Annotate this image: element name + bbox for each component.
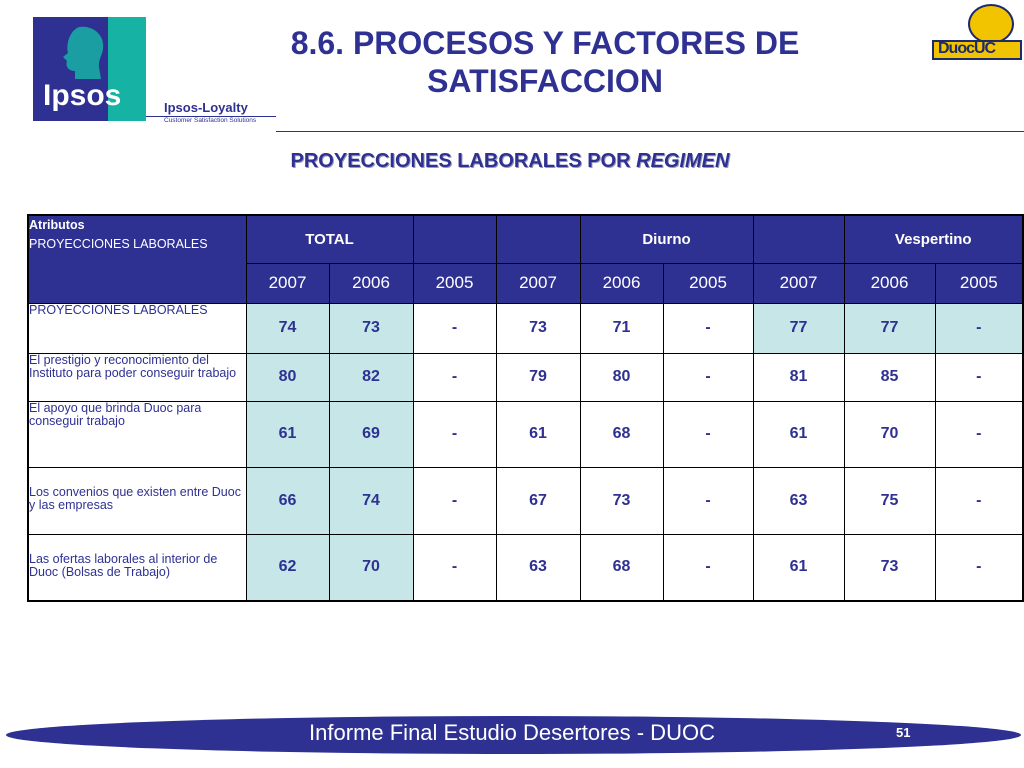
subtitle-emphasis: REGIMEN [636, 150, 730, 172]
group-header [753, 215, 844, 263]
ipsos-logo-text: Ipsos [43, 79, 122, 112]
subtitle-main: PROYECCIONES LABORALES POR [290, 150, 637, 172]
value-cell: 70 [329, 534, 413, 601]
duoc-logo [932, 4, 1022, 58]
value-cell: 80 [246, 353, 329, 401]
value-cell: - [663, 534, 753, 601]
value-cell: 68 [580, 401, 663, 467]
table-row [28, 303, 1023, 353]
value-cell: - [935, 534, 1023, 601]
value-cell: 74 [329, 467, 413, 534]
value-cell: 73 [580, 467, 663, 534]
value-cell: 73 [496, 303, 580, 353]
value-cell: 71 [580, 303, 663, 353]
value-cell: 68 [580, 534, 663, 601]
value-cell: - [663, 467, 753, 534]
projections-table [27, 214, 1024, 602]
year-header: 2007 [496, 263, 580, 303]
group-header [496, 215, 580, 263]
attributes-header [28, 215, 246, 303]
value-cell: 62 [246, 534, 329, 601]
group-header: Diurno [580, 215, 753, 263]
year-header: 2005 [413, 263, 496, 303]
value-cell: 79 [496, 353, 580, 401]
year-header: 2006 [580, 263, 663, 303]
footer-text: Informe Final Estudio Desertores - DUOC [309, 720, 715, 745]
value-cell: 61 [753, 401, 844, 467]
ipsos-loyalty-brand [146, 100, 276, 124]
value-cell: - [935, 467, 1023, 534]
value-cell: 63 [496, 534, 580, 601]
row-label: Los convenios que existen entre Duoc y las empresas [28, 467, 246, 534]
value-cell: - [413, 401, 496, 467]
table-row [28, 467, 1023, 534]
row-label: El prestigio y reconocimiento del Instituto para poder conseguir trabajo [28, 353, 246, 401]
value-cell: - [935, 303, 1023, 353]
header-divider [276, 131, 1024, 132]
profile-head-icon [41, 23, 115, 81]
value-cell: - [413, 467, 496, 534]
table-row [28, 534, 1023, 601]
value-cell: 61 [496, 401, 580, 467]
value-cell: 81 [753, 353, 844, 401]
value-cell: 77 [844, 303, 935, 353]
table-header-groups [28, 215, 1023, 263]
attributes-label: Atributos [29, 218, 85, 232]
year-header: 2005 [935, 263, 1023, 303]
value-cell: - [663, 303, 753, 353]
value-cell: 75 [844, 467, 935, 534]
duoc-crest-icon [968, 4, 1014, 44]
value-cell: - [935, 401, 1023, 467]
value-cell: - [413, 353, 496, 401]
value-cell: 66 [246, 467, 329, 534]
value-cell: - [413, 534, 496, 601]
value-cell: 80 [580, 353, 663, 401]
value-cell: 69 [329, 401, 413, 467]
group-header: TOTAL [246, 215, 413, 263]
value-cell: - [663, 353, 753, 401]
page-title [260, 24, 830, 100]
attributes-sublabel: PROYECCIONES LABORALES [29, 237, 208, 251]
row-label: El apoyo que brinda Duoc para conseguir trabajo [28, 401, 246, 467]
row-label: Las ofertas laborales al interior de Duoc (Bolsas de Trabajo) [28, 534, 246, 601]
value-cell: 82 [329, 353, 413, 401]
row-label: PROYECCIONES LABORALES [28, 303, 246, 353]
page-title-line-2: SATISFACCION [427, 63, 663, 99]
value-cell: 70 [844, 401, 935, 467]
value-cell: 73 [329, 303, 413, 353]
group-header [413, 215, 496, 263]
page-number: 51 [896, 725, 911, 740]
value-cell: 74 [246, 303, 329, 353]
section-subtitle [120, 150, 900, 173]
value-cell: 77 [753, 303, 844, 353]
value-cell: 73 [844, 534, 935, 601]
duoc-logo-text: DuocUC [938, 40, 996, 57]
ipsos-loyalty-tagline: Customer Satisfaction Solutions [146, 116, 276, 124]
value-cell: - [663, 401, 753, 467]
year-header: 2005 [663, 263, 753, 303]
ipsos-loyalty-name: Ipsos-Loyalty [164, 100, 248, 115]
year-header: 2007 [246, 263, 329, 303]
year-header: 2007 [753, 263, 844, 303]
table-row [28, 401, 1023, 467]
year-header: 2006 [329, 263, 413, 303]
value-cell: - [413, 303, 496, 353]
ipsos-logo [33, 17, 146, 121]
value-cell: 67 [496, 467, 580, 534]
value-cell: - [935, 353, 1023, 401]
page-title-line-1: 8.6. PROCESOS Y FACTORES DE [290, 25, 800, 61]
group-header: Vespertino [844, 215, 1023, 263]
value-cell: 63 [753, 467, 844, 534]
value-cell: 61 [246, 401, 329, 467]
year-header: 2006 [844, 263, 935, 303]
value-cell: 85 [844, 353, 935, 401]
footer-banner [0, 714, 1024, 758]
table-row [28, 353, 1023, 401]
value-cell: 61 [753, 534, 844, 601]
